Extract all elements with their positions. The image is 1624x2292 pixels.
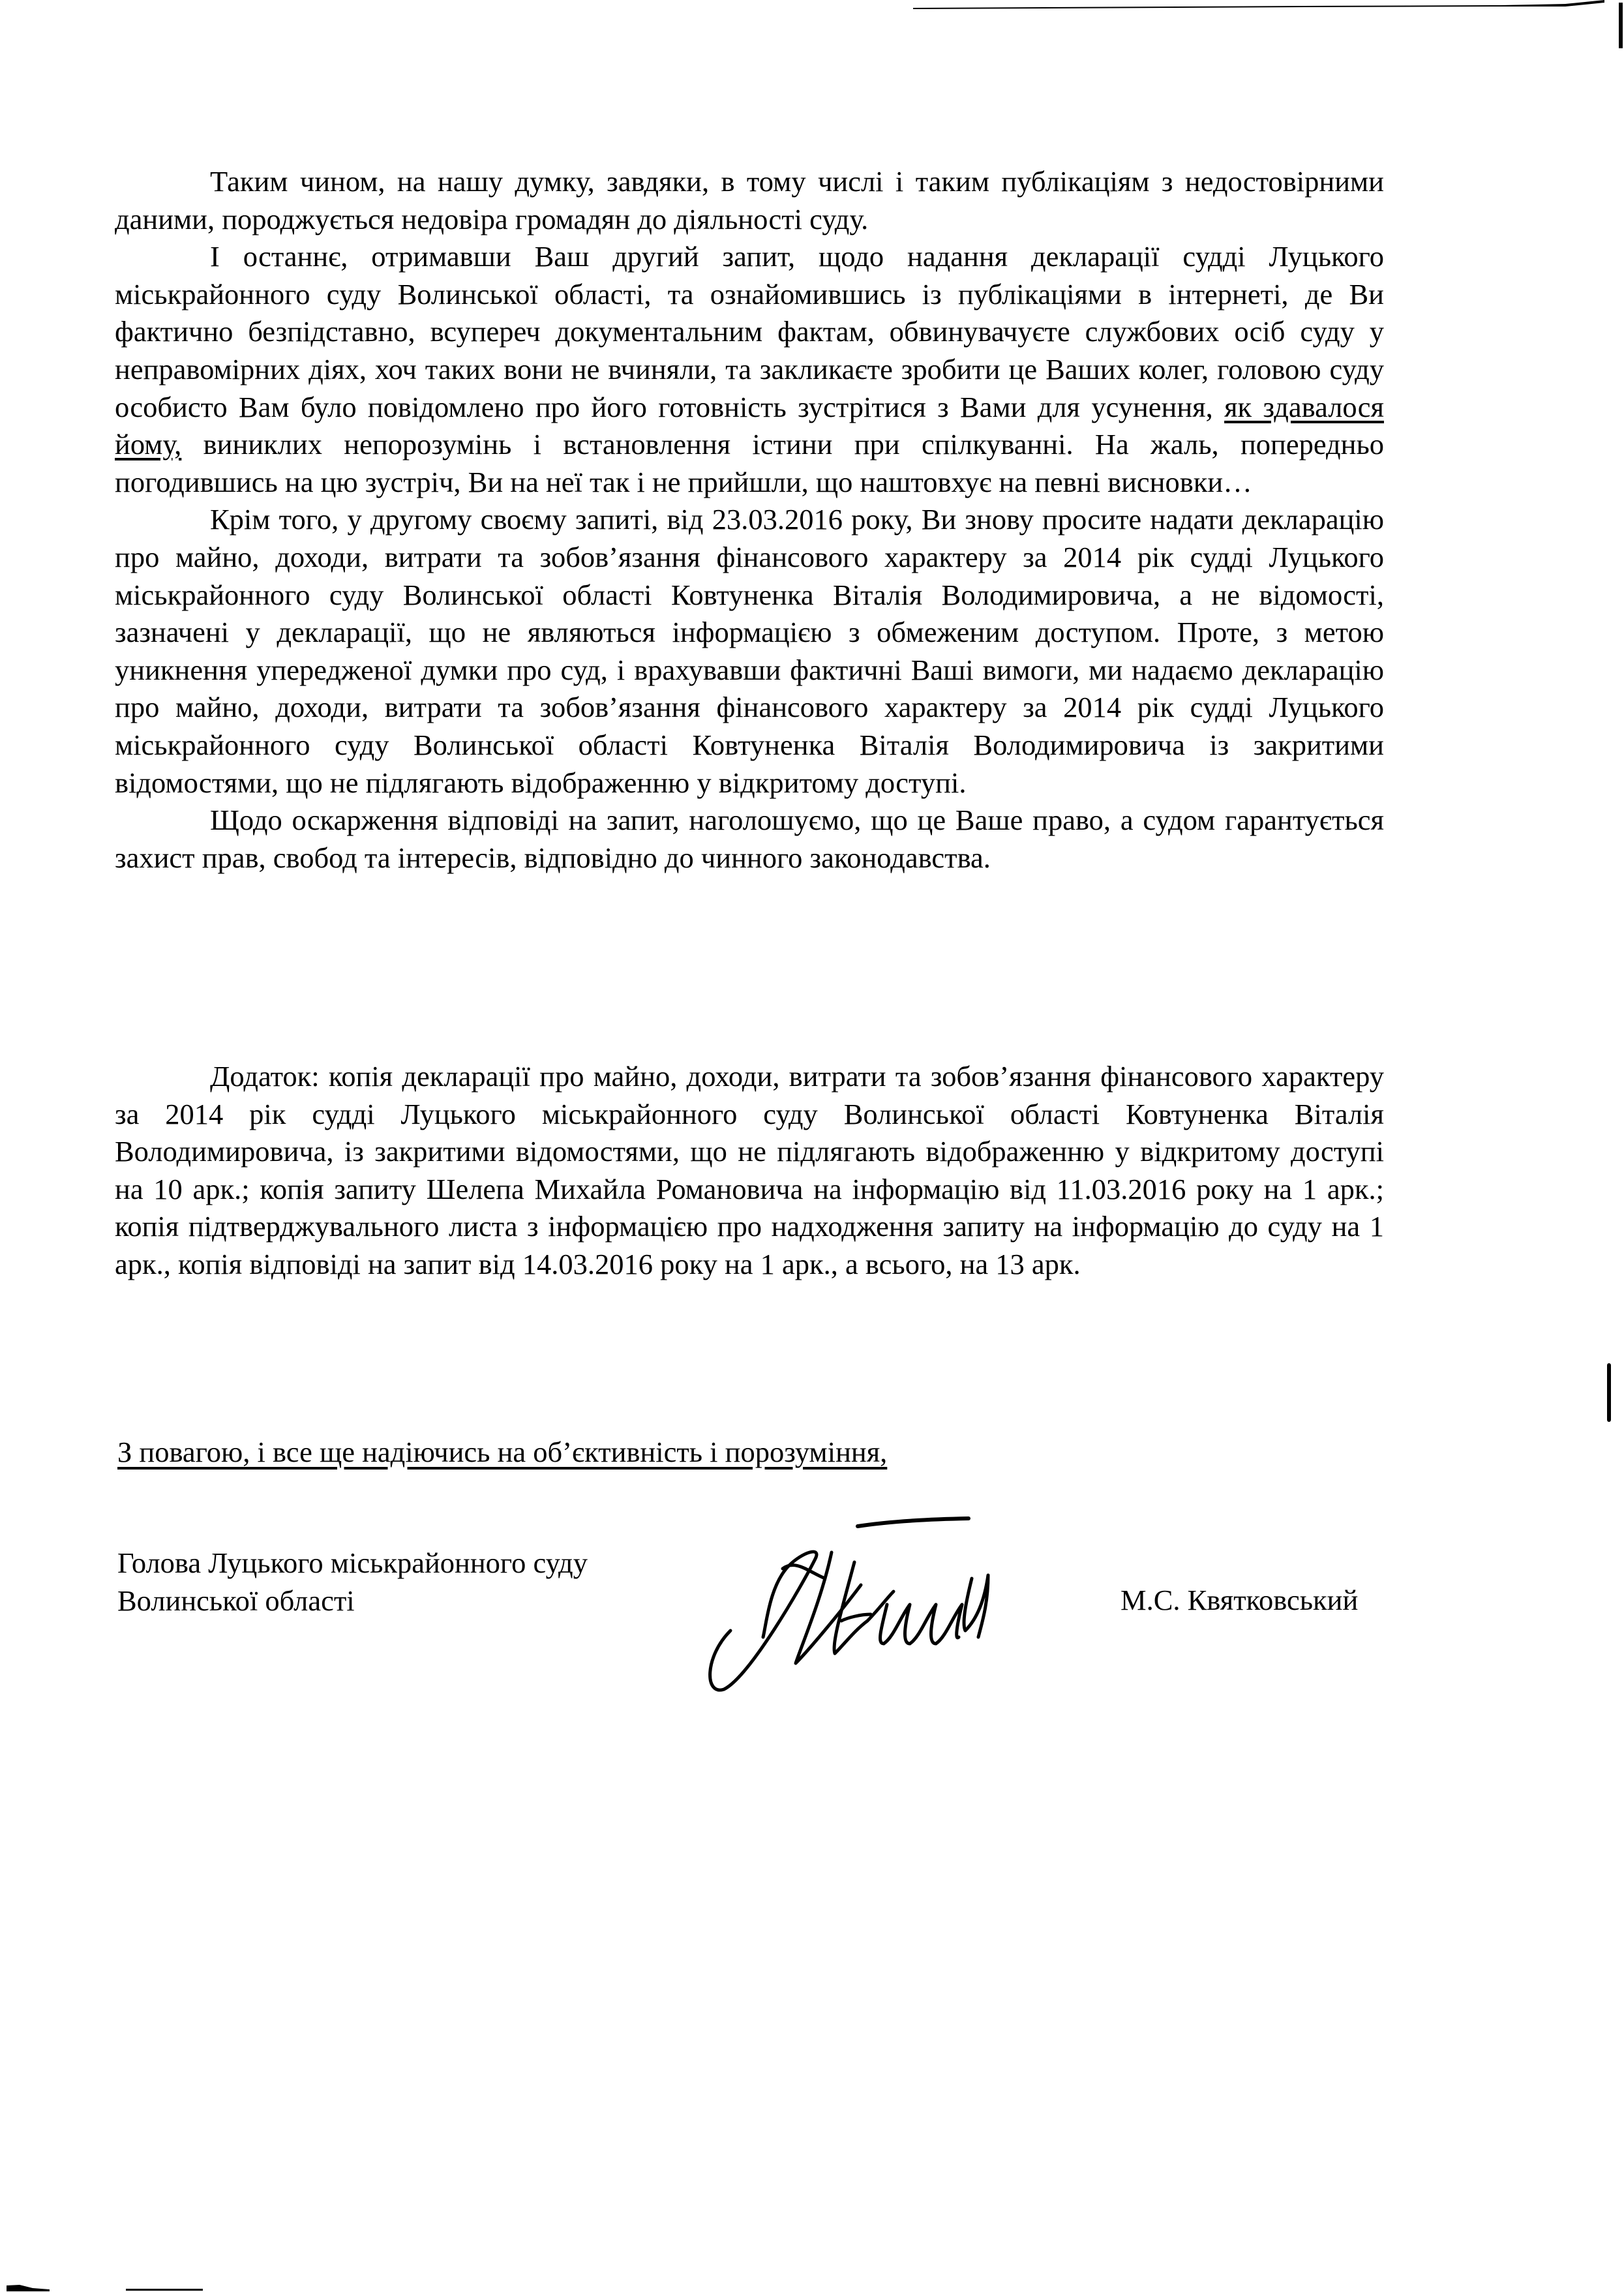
signatory-title-line-1: Голова Луцького міськрайонного суду: [117, 1546, 588, 1579]
paragraph-declaration: Крім того, у другому своєму запиті, від 23.03.2016 року, Ви знову просите надати декларацію про майно, доходи, витрати та зобов’язання фінансового характеру за 2014 рік судді Луцького міськрайонного суду Волинської області Ковтуненка Віталія Володимировича, а не відомості, зазначені у декларації, що не являються інформацією з обмеженим доступом. Проте, з метою уникнення упередженої думки про суд, і врахувавши фактичні Ваші вимоги, ми надаємо декларацію про майно, доходи, витрати та зобов’язання фінансового характеру за 2014 рік судді Луцького міськрайонного суду Волинської області Ковтуненка Віталія Володимировича із закритими відомостями, що не підлягають відображенню у відкритому доступі.: [115, 503, 1384, 799]
signatory-name: М.С. Квятковський: [1120, 1584, 1359, 1616]
signatory-title-line-2: Волинської області: [117, 1584, 355, 1617]
scan-artifact-right-top-edge: [1619, 3, 1623, 48]
letter-body: [115, 163, 1384, 877]
paragraph-text: виниклих непорозумінь і встановлення істини при спілкуванні. На жаль, попередньо погодившись на цю зустріч, Ви на неї так і не прийшли, що наштовхує на певні висновки…: [115, 428, 1384, 498]
scan-artifact-right-edge: [1607, 1363, 1611, 1422]
underlined-phrase: як здавалося йому,: [115, 390, 1384, 461]
paragraph-second-request: [115, 238, 1384, 501]
scan-artifact-bottom-line: [126, 2289, 203, 2291]
attachment-section: [115, 1058, 1384, 1284]
attachment-text: Додаток: копія декларації про майно, доходи, витрати та зобов’язання фінансового характеру за 2014 рік судді Луцького міськрайонного суду Волинської області Ковтуненка Віталія Володимировича, із закритими відомостями, що не підлягають відображенню у відкритому доступі на 10 арк.; копія запиту Шелепа Михайла Романовича на інформацію від 11.03.2016 року на 1 арк.; копія підтверджувального листа з інформацією про надходження запиту на інформацію до суду на 1 арк., копія відповіді на запит від 14.03.2016 року на 1 арк., а всього, на 13 арк.: [115, 1060, 1384, 1280]
scan-artifact-bottom-left: [7, 2285, 50, 2291]
signatory-title: [117, 1545, 588, 1620]
paragraph-publications: Таким чином, на нашу думку, завдяки, в тому числі і таким публікаціям з недостовірними даними, породжується недовіра громадян до діяльності суду.: [115, 165, 1384, 235]
paragraph-text: І останнє, отримавши Ваш другий запит, щодо надання декларації судді Луцького міськрайонного суду Волинської області, та ознайомившись із публікаціями в інтернеті, де Ви фактично безпідставно, всупереч документальним фактам, обвинувачуєте службових осіб суду у неправомірних діях, хоч таких вони не вчиняли, та закликаєте зробити це Ваших колег, головою суду особисто Вам було повідомлено про його готовність зустрітися з Вами для усунення,: [115, 240, 1384, 423]
scan-artifact-top-line: [913, 0, 1604, 9]
handwritten-signature-icon: [691, 1481, 1148, 1702]
closing-phrase: З повагою, і все ще надіючись на об’єктивність і порозуміння,: [117, 1436, 888, 1468]
paragraph-appeal-right: Щодо оскарження відповіді на запит, наголошуємо, що це Ваше право, а судом гарантується захист прав, свобод та інтересів, відповідно до чинного законодавства.: [115, 804, 1384, 874]
